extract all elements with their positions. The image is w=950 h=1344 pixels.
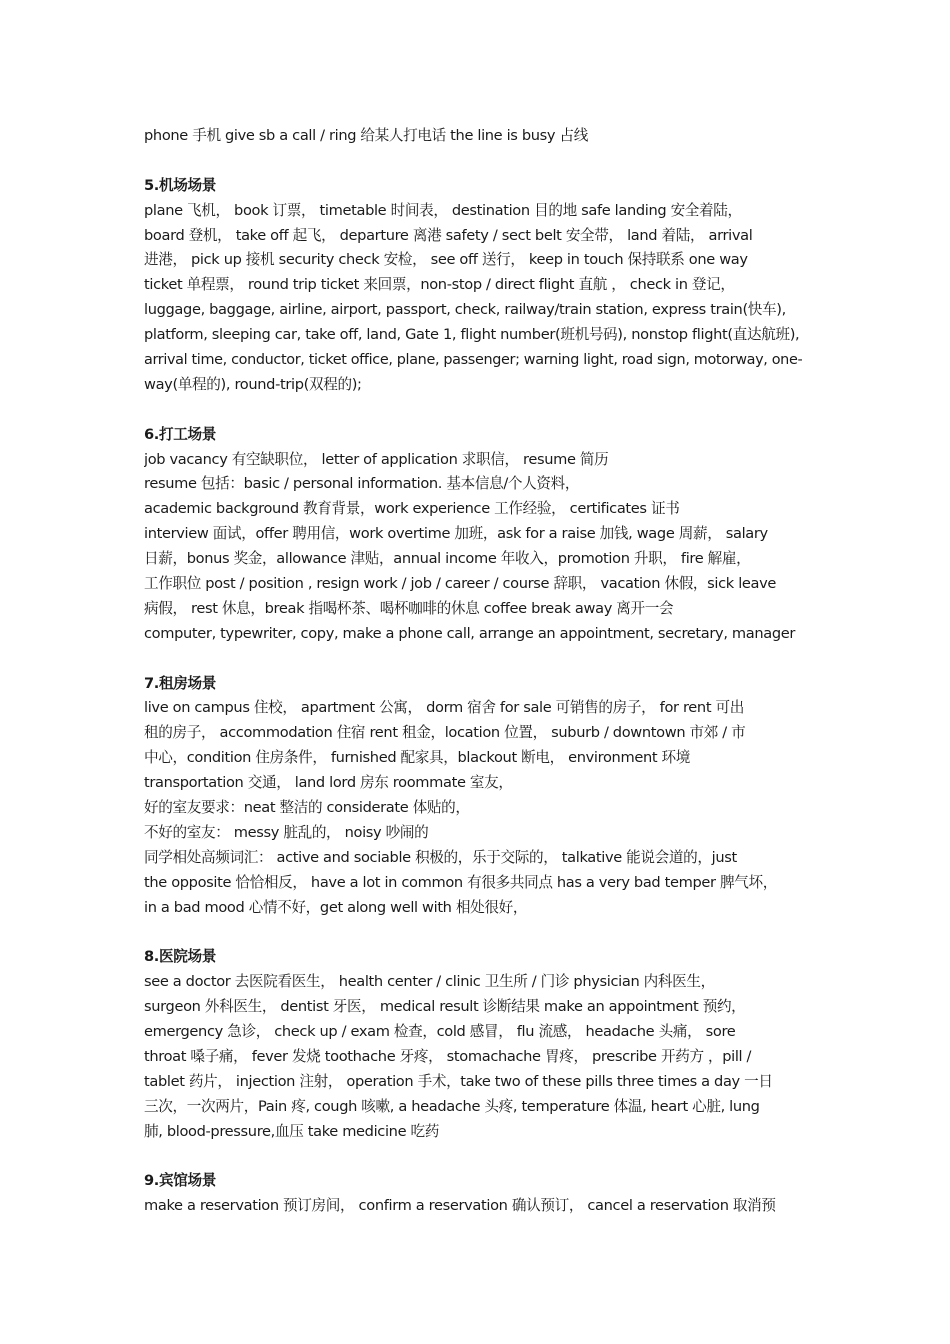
text-line: way(单程的), round-trip(双程的); [144, 375, 362, 393]
text-line: 日薪，bonus 奖金，allowance 津贴，annual income 年收入，promotion 升职， fire 解雇， [144, 550, 751, 568]
text-line: 租的房子， accommodation 住宿 rent 租金，location 位置， suburb / downtown 市郊 / 市 [144, 724, 746, 742]
text-line: in a bad mood 心情不好，get along well with 相处很好， [144, 898, 528, 916]
text-line: 进港， pick up 接机 security check 安检， see off 送行， keep in touch 保持联系 one way [144, 251, 748, 269]
text-line: 三次，一次两片，Pain 疼, cough 咳嗽, a headache 头疼, temperature 体温, heart 心脏, lung [144, 1097, 760, 1115]
text-line: job vacancy 有空缺职位， letter of application 求职信， resume 简历 [144, 450, 609, 468]
text-line: 好的室友要求：neat 整洁的 considerate 体贴的， [144, 799, 470, 817]
text-line: interview 面试，offer 聘用信，work overtime 加班，ask for a raise 加钱, wage 周薪， salary [144, 525, 768, 543]
text-line: ticket 单程票， round trip ticket 来回票，non-stop / direct flight 直航 ， check in 登记， [144, 276, 735, 294]
text-line: transportation 交通， land lord 房东 roommate 室友， [144, 774, 513, 792]
section-renting [144, 672, 806, 921]
section-hotel [144, 1169, 806, 1219]
text-line: resume 包括：basic / personal information. 基本信息/个人资料， [144, 475, 580, 493]
text-line: phone 手机 give sb a call / ring 给某人打电话 the line is busy 占线 [144, 127, 588, 144]
text-line: platform, sleeping car, take off, land, Gate 1, flight number(班机号码), nonstop flight(直达航班), [144, 326, 800, 344]
section-airport [144, 174, 806, 398]
text-line: 中心，condition 住房条件， furnished 配家具，blackout 断电， environment 环境 [144, 749, 690, 767]
text-line: 肺, blood-pressure,血压 take medicine 吃药 [144, 1122, 439, 1140]
paragraph-spacer [144, 149, 806, 174]
section-heading: 5.机场场景 [144, 176, 216, 194]
text-line: computer, typewriter, copy, make a phone call, arrange an appointment, secretary, manager [144, 624, 796, 642]
text-line: 工作职位 post / position , resign work / job / career / course 辞职， vacation 休假，sick leave [144, 575, 777, 593]
text-line: live on campus 住校， apartment 公寓， dorm 宿舍 for sale 可销售的房子， for rent 可出 [144, 699, 744, 717]
section-heading: 6.打工场景 [144, 425, 216, 443]
paragraph-spacer [144, 921, 806, 946]
paragraph-spacer [144, 1145, 806, 1170]
text-line: luggage, baggage, airline, airport, passport, check, railway/train station, express train(快车), [144, 301, 786, 319]
text-line: tablet 药片， injection 注射， operation 手术，take two of these pills three times a day 一日 [144, 1072, 773, 1090]
text-line: plane 飞机， book 订票， timetable 时间表， destination 目的地 safe landing 安全着陆， [144, 201, 742, 219]
document-page [144, 124, 806, 1219]
section-heading: 7.租房场景 [144, 674, 216, 692]
section-heading: 8.医院场景 [144, 948, 216, 966]
text-line: surgeon 外科医生， dentist 牙医， medical result 诊断结果 make an appointment 预约， [144, 998, 746, 1016]
text-line: board 登机， take off 起飞， departure 离港 safety / sect belt 安全带， land 着陆， arrival [144, 226, 753, 244]
section-hospital [144, 945, 806, 1144]
text-line: see a doctor 去医院看医生， health center / clinic 卫生所 / 门诊 physician 内科医生， [144, 973, 715, 991]
paragraph-spacer [144, 647, 806, 672]
section-part-time-job [144, 423, 806, 647]
text-line: arrival time, conductor, ticket office, plane, passenger; warning light, road sign, motorway, one- [144, 352, 803, 369]
text-line: emergency 急诊， check up / exam 检查，cold 感冒， flu 流感， headache 头痛， sore [144, 1023, 736, 1041]
text-line: make a reservation 预订房间， confirm a reservation 确认预订， cancel a reservation 取消预 [144, 1197, 776, 1215]
text-line: academic background 教育背景，work experience 工作经验， certificates 证书 [144, 500, 680, 518]
text-line: the opposite 恰恰相反， have a lot in common 有很多共同点 has a very bad temper 脾气坏， [144, 873, 777, 891]
text-line: 同学相处高频词汇： active and sociable 积极的，乐于交际的， talkative 能说会道的，just [144, 848, 737, 866]
text-line: 不好的室友： messy 脏乱的， noisy 吵闹的 [144, 823, 429, 841]
section-heading: 9.宾馆场景 [144, 1172, 216, 1190]
paragraph-spacer [144, 398, 806, 423]
text-line: throat 嗓子痛， fever 发烧 toothache 牙疼， stomachache 胃疼， prescribe 开药方 ，pill / [144, 1047, 752, 1065]
intro-paragraph [144, 124, 806, 149]
text-line: 病假， rest 休息，break 指喝杯茶、喝杯咖啡的休息 coffee break away 离开一会 [144, 599, 674, 617]
